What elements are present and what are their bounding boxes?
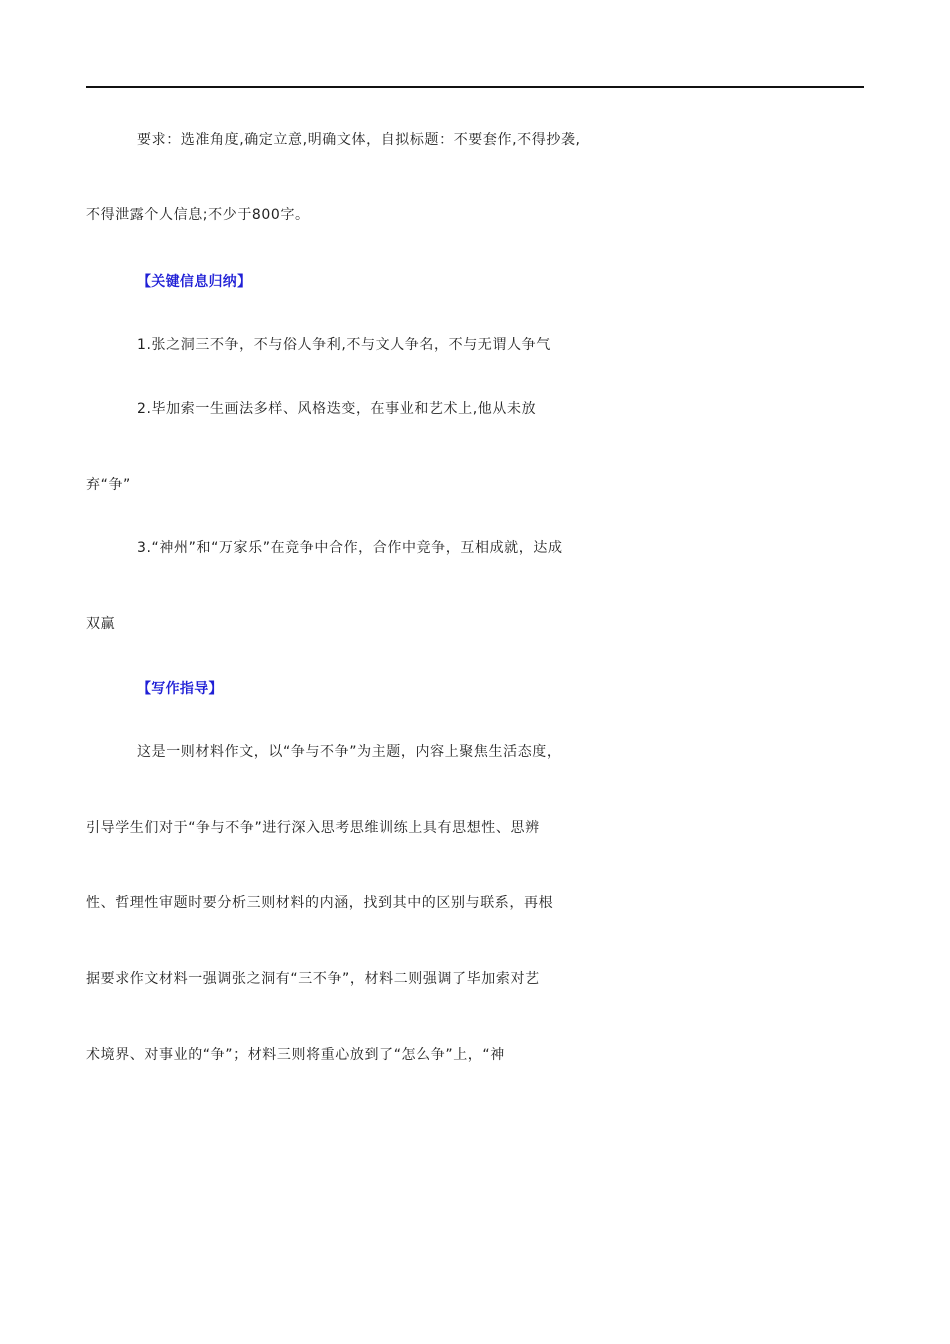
- guide-line-5: 术境界、对事业的“争”；材料三则将重心放到了“怎么争”上，“神: [86, 1047, 505, 1063]
- key-info-item-3: 3.“神州”和“万家乐”在竞争中合作，合作中竞争，互相成就，达成: [137, 540, 563, 556]
- header-rule: [86, 86, 864, 88]
- guide-line-3: 性、哲理性审题时要分析三则材料的内涵，找到其中的区别与联系，再根: [86, 895, 554, 911]
- guide-line-1: 这是一则材料作文，以“争与不争”为主题，内容上聚焦生活态度，: [137, 744, 562, 760]
- key-info-item-2: 2.毕加索一生画法多样、风格迭变，在事业和艺术上,他从未放: [137, 401, 537, 417]
- key-info-item-3-cont: 双赢: [86, 616, 116, 632]
- key-info-heading: 【关键信息归纳】: [137, 274, 252, 290]
- requirement-line-1: 要求：选准角度,确定立意,明确文体，自拟标题：不要套作,不得抄袭,: [137, 132, 581, 148]
- requirement-line-2: 不得泄露个人信息;不少于800字。: [86, 207, 310, 223]
- guide-line-2: 引导学生们对于“争与不争”进行深入思考思维训练上具有思想性、思辨: [86, 820, 540, 836]
- writing-guide-heading: 【写作指导】: [137, 681, 223, 697]
- key-info-item-2-cont: 弃“争”: [86, 477, 131, 493]
- key-info-item-1: 1.张之洞三不争，不与俗人争利,不与文人争名，不与无谓人争气: [137, 337, 551, 353]
- guide-line-4: 据要求作文材料一强调张之洞有“三不争”，材料二则强调了毕加索对艺: [86, 971, 540, 987]
